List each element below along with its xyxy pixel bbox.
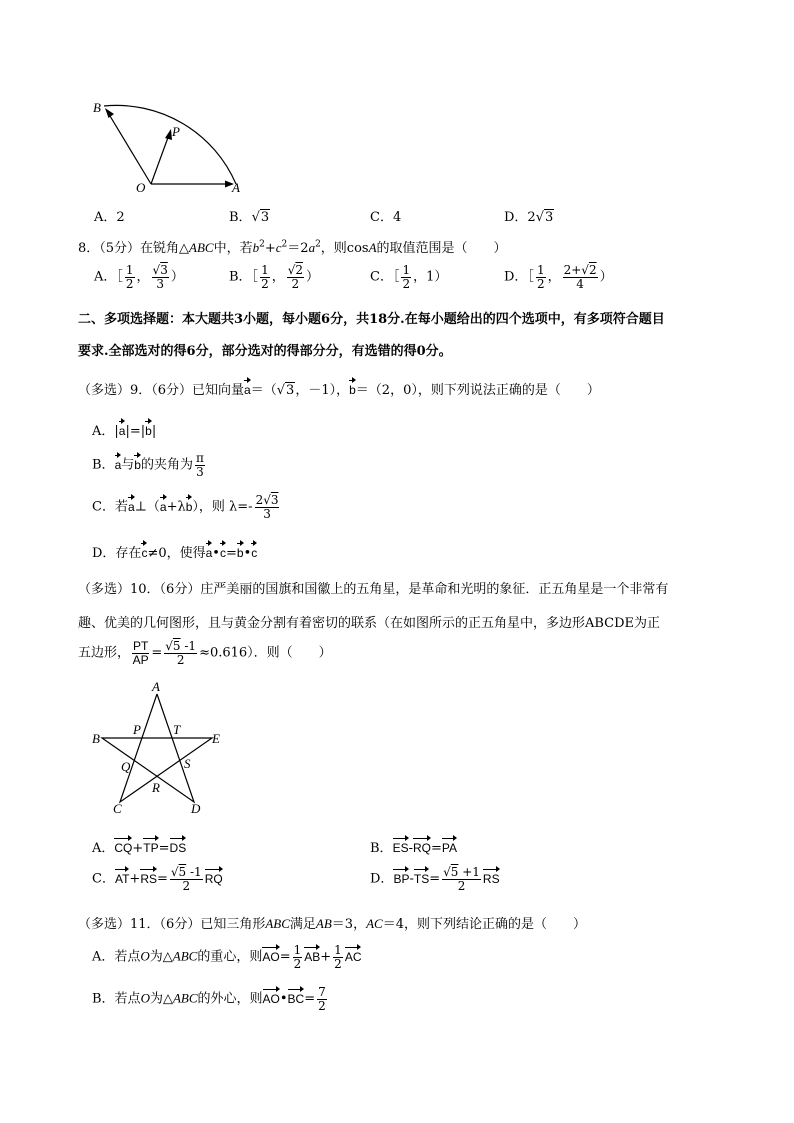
q8-option-c[interactable]: C．［ $\frac{1}{2}$ ，1） bbox=[370, 263, 448, 291]
q7-sector-figure bbox=[88, 92, 248, 196]
q9-option-b[interactable]: B．a与b的夹角为 $\frac{\pi}{3}$ bbox=[92, 451, 204, 479]
q9-stem: （多选）9．（6分）已知向量a＝（√3，－1），b＝（2，0），则下列说法正确的是（ ） bbox=[78, 378, 600, 398]
label-A: A bbox=[232, 180, 240, 195]
q10-option-d[interactable]: D．BP-TS= $\frac{√5 +1}{2}$ RS bbox=[370, 865, 500, 893]
label-O: O bbox=[136, 180, 146, 195]
q11-stem: （多选）11．（6分）已知三角形ABC满足AB＝3，AC＝4，则下列结论正确的是（ ） bbox=[78, 916, 586, 932]
label-B: B bbox=[93, 100, 101, 115]
vector-OB bbox=[107, 111, 151, 184]
label-Q: Q bbox=[121, 759, 131, 774]
label-D: D bbox=[191, 801, 201, 816]
q7-option-d[interactable]: D．2√3 bbox=[504, 210, 554, 225]
section2-line1: 二、多项选择题：本大题共3小题，每小题6分，共18分.在每小题给出的四个选项中，有多项符合题目 bbox=[78, 312, 665, 327]
q11-option-b[interactable]: B．若点O为△ABC的外心，则AO•BC= $\frac{7}{2}$ bbox=[92, 985, 326, 1013]
arrowhead-OP bbox=[165, 129, 172, 140]
label-S: S bbox=[184, 756, 191, 771]
sector-arc bbox=[104, 105, 236, 184]
q10-option-a[interactable]: A．CQ+TP=DS bbox=[92, 836, 186, 856]
label-C: C bbox=[113, 801, 122, 816]
q7-option-b[interactable]: B．√3 bbox=[229, 210, 270, 225]
q8-option-d[interactable]: D．［ $\frac{1}{2}$ ， $\frac{2+√2}{4}$ ） bbox=[504, 263, 613, 291]
q10-option-b[interactable]: B．ES-RQ=PA bbox=[370, 836, 457, 856]
q8-stem: 8．（5分）在锐角△ABC中，若$b^2+c^2=2a^2$，则cosA的取值范围是（ ） bbox=[78, 239, 507, 256]
section2-line2: 要求.全部选对的得6分，部分选对的得部分分，有选错的得0分。 bbox=[78, 344, 452, 359]
q7-option-a[interactable]: A．2 bbox=[94, 210, 125, 225]
q9-option-a[interactable]: A．|a|=|b| bbox=[92, 419, 156, 439]
label-P: P bbox=[172, 124, 180, 139]
q9-option-d[interactable]: D．存在c≠0，使得a•c=b•c bbox=[92, 541, 257, 561]
q10-line3: 五边形， $\frac{PT}{AP}$ = $\frac{√5 -1}{2}$ ≈0.616）．则（ ） bbox=[78, 639, 332, 667]
q8-option-b[interactable]: B．［ $\frac{1}{2}$ ， $\frac{√2}{2}$ ） bbox=[229, 263, 320, 291]
label-R: R bbox=[152, 780, 160, 795]
label-P: P bbox=[133, 722, 141, 737]
q7-option-c[interactable]: C．4 bbox=[370, 210, 402, 225]
q10-option-c[interactable]: C．AT+RS= $\frac{√5 -1}{2}$ RQ bbox=[92, 865, 223, 893]
q9-option-c[interactable]: C．若a⊥（a+λb），则 λ=- $\frac{2√3}{3}$ bbox=[92, 493, 279, 521]
label-T: T bbox=[173, 722, 181, 737]
vector-OP bbox=[151, 132, 170, 184]
q10-line2: 趣、优美的几何图形，且与黄金分割有着密切的联系（在如图所示的正五角星中，多边形ABCDE为正 bbox=[78, 616, 661, 631]
arrowhead-OB bbox=[105, 108, 114, 118]
label-E: E bbox=[212, 731, 220, 746]
label-A: A bbox=[152, 682, 160, 694]
label-B: B bbox=[92, 731, 100, 746]
q11-option-a[interactable]: A．若点O为△ABC的重心，则AO= $\frac{1}{2}$ AB+ $\frac{1}{2}$ AC bbox=[92, 943, 362, 971]
q10-star-figure bbox=[88, 682, 238, 817]
q8-option-a[interactable]: A．［ $\frac{1}{2}$ ， $\frac{√3}{3}$ ） bbox=[94, 263, 184, 291]
q10-line1: （多选）10．（6分）庄严美丽的国旗和国徽上的五角星，是革命和光明的象征．正五角星是一个非常有 bbox=[78, 582, 669, 597]
